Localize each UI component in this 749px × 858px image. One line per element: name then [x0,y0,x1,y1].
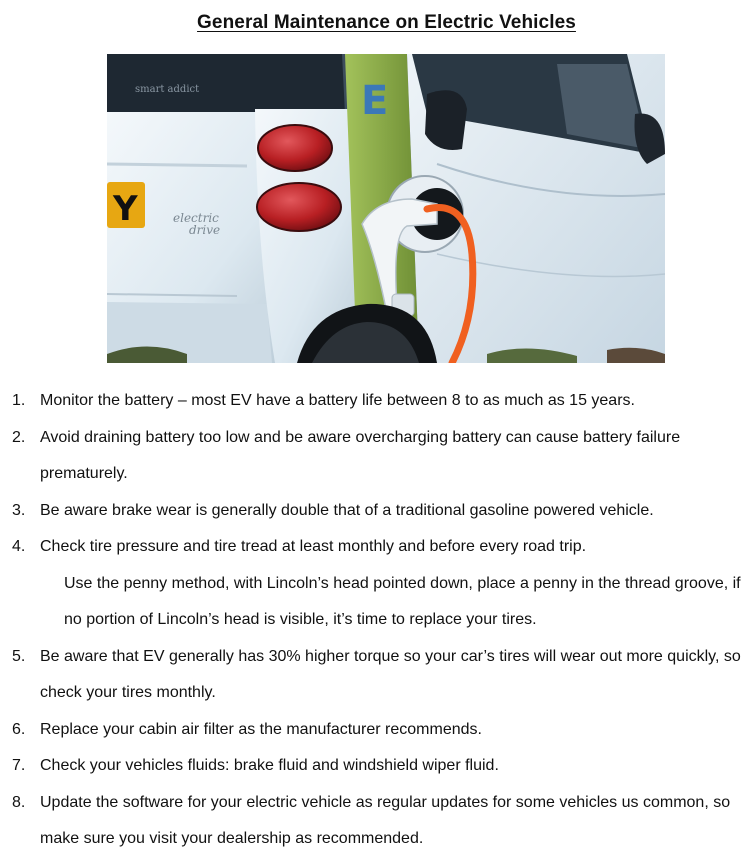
item-number: 8. [12,793,26,811]
list-item [0,785,749,858]
windshield-sticker: smart addict [135,84,200,95]
page-title: General Maintenance on Electric Vehicles [197,12,576,33]
list-item [0,712,749,749]
item-text: Replace your cabin air filter as the manufacturer recommends. [40,720,482,738]
maintenance-list [0,383,749,858]
item-text: Avoid draining battery too low and be aware overcharging battery can cause battery failure prematurely. [40,428,681,482]
item-number: 3. [12,501,26,519]
charger-logo: E [361,78,389,124]
item-text: Be aware that EV generally has 30% higher torque so your car’s tires will wear out more quickly, so check your tires monthly. [40,647,741,701]
list-item [0,639,749,712]
license-plate-text: Y [113,189,138,229]
penny-method-note: Use the penny method, with Lincoln’s head pointed down, place a penny in the thread groove, if no portion of Lincoln’s head is visible, it’s time to replace your tires. [64,574,741,628]
item-text: Check tire pressure and tire tread at least monthly and before every road trip. [40,538,587,555]
item-number: 7. [12,757,26,774]
item-number: 6. [12,720,26,738]
badge-line1: electric [173,211,219,225]
item-text: Check your vehicles fluids: brake fluid and windshield wiper fluid. [40,757,499,774]
item-text: Update the software for your electric vehicle as regular updates for some vehicles us common, so make sure you visit your dealership as recommended. [40,793,731,847]
list-item [0,748,749,785]
item-number: 2. [12,428,26,446]
ev-charging-photo [107,54,665,363]
list-item [0,529,749,566]
badge-line2: drive [189,223,221,237]
list-item [0,420,749,493]
item-text: Be aware brake wear is generally double that of a traditional gasoline powered vehicle. [40,501,654,519]
list-item [0,383,749,420]
item-number: 4. [12,538,26,555]
item-number: 5. [12,647,26,665]
item-text: Monitor the battery – most EV have a battery life between 8 to as much as 15 years. [40,392,635,409]
item-number: 1. [12,392,26,409]
list-item [0,493,749,530]
